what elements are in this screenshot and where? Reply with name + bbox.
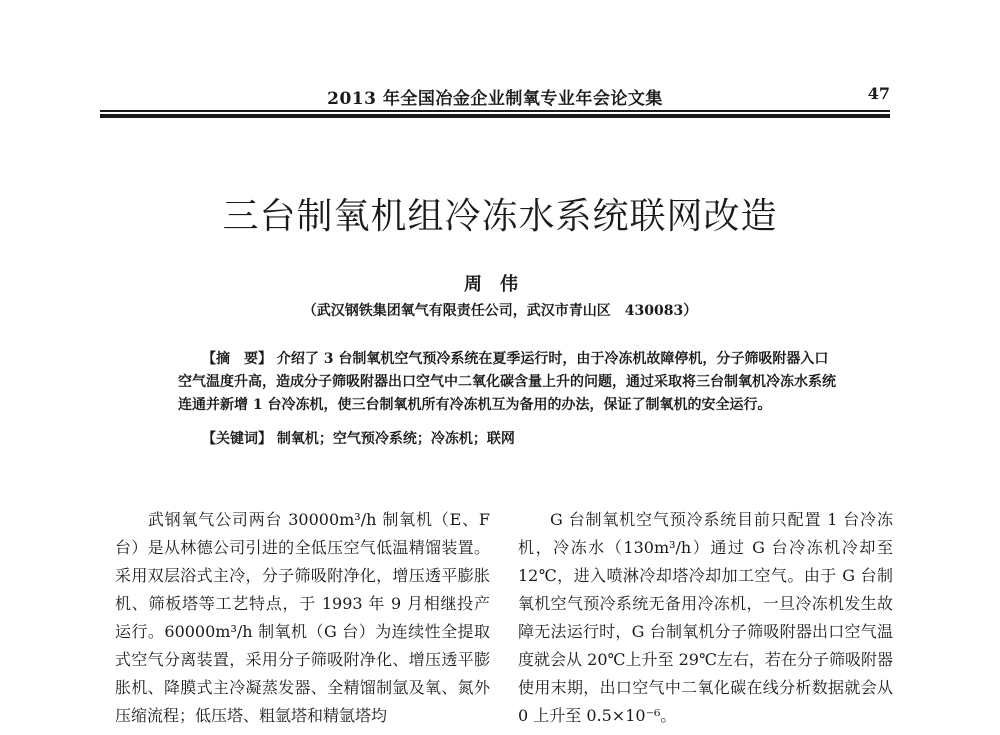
- abstract-text: 介绍了 3 台制氧机空气预冷系统在夏季运行时，由于冷冻机故障停机，分子筛吸附器入口空气温度升高，造成分子筛吸附器出口空气中二氧化碳含量上升的问题，通过采取将三台制氧机冷冻水系统连通并新增 1 台冷冻机，使三台制氧机所有冷冻机互为备用的办法，保证了制氧机的安全运行。: [178, 351, 836, 413]
- abstract-label: 【摘 要】: [202, 351, 272, 367]
- page-number: 47: [867, 84, 890, 103]
- header-rule-thin: [100, 110, 890, 112]
- body-left-column: [115, 506, 490, 730]
- article-author: 周伟: [464, 274, 536, 295]
- keywords: [202, 428, 842, 448]
- body-right-column: [518, 506, 893, 730]
- left-column-text: 武钢氧气公司两台 30000m³/h 制氧机（E、F 台）是从林德公司引进的全低压空气低温精馏装置。采用双层浴式主冷，分子筛吸附净化，增压透平膨胀机、筛板塔等工艺特点，于 1993 年 9 月相继投产运行。60000m³/h 制氧机（G 台）为连续性全提取式空气分离装置，采用分子筛吸附净化、增压透平膨胀机、降膜式主冷凝蒸发器、全精馏制氩及氧、氮外压缩流程；低压塔、粗氩塔和精氩塔均: [115, 510, 490, 725]
- running-header: [100, 82, 890, 108]
- right-column-text: G 台制氧机空气预冷系统目前只配置 1 台冷冻机，冷冻水（130m³/h）通过 G 台冷冻机冷却至 12℃，进入喷淋冷却塔冷却加工空气。由于 G 台制氧机空气预冷系统无备用冷冻机，一旦冷冻机发生故障无法运行时，G 台制氧机分子筛吸附器出口空气温度就会从 20℃上升至 29℃左右，若在分子筛吸附器使用末期，出口空气中二氧化碳在线分析数据就会从 0 上升至 0.5×10⁻⁶。: [518, 510, 893, 725]
- abstract: [178, 348, 838, 417]
- article-title: 三台制氧机组冷冻水系统联网改造: [222, 196, 778, 237]
- running-title: 2013 年全国冶金企业制氧专业年会论文集: [327, 89, 663, 109]
- keywords-label: 【关键词】: [202, 431, 272, 447]
- header-rule-thick: [100, 114, 890, 118]
- keywords-text: 制氧机；空气预冷系统；冷冻机；联网: [276, 431, 515, 447]
- article-affiliation: （武汉钢铁集团氧气有限责任公司，武汉市青山区 430083）: [302, 303, 698, 319]
